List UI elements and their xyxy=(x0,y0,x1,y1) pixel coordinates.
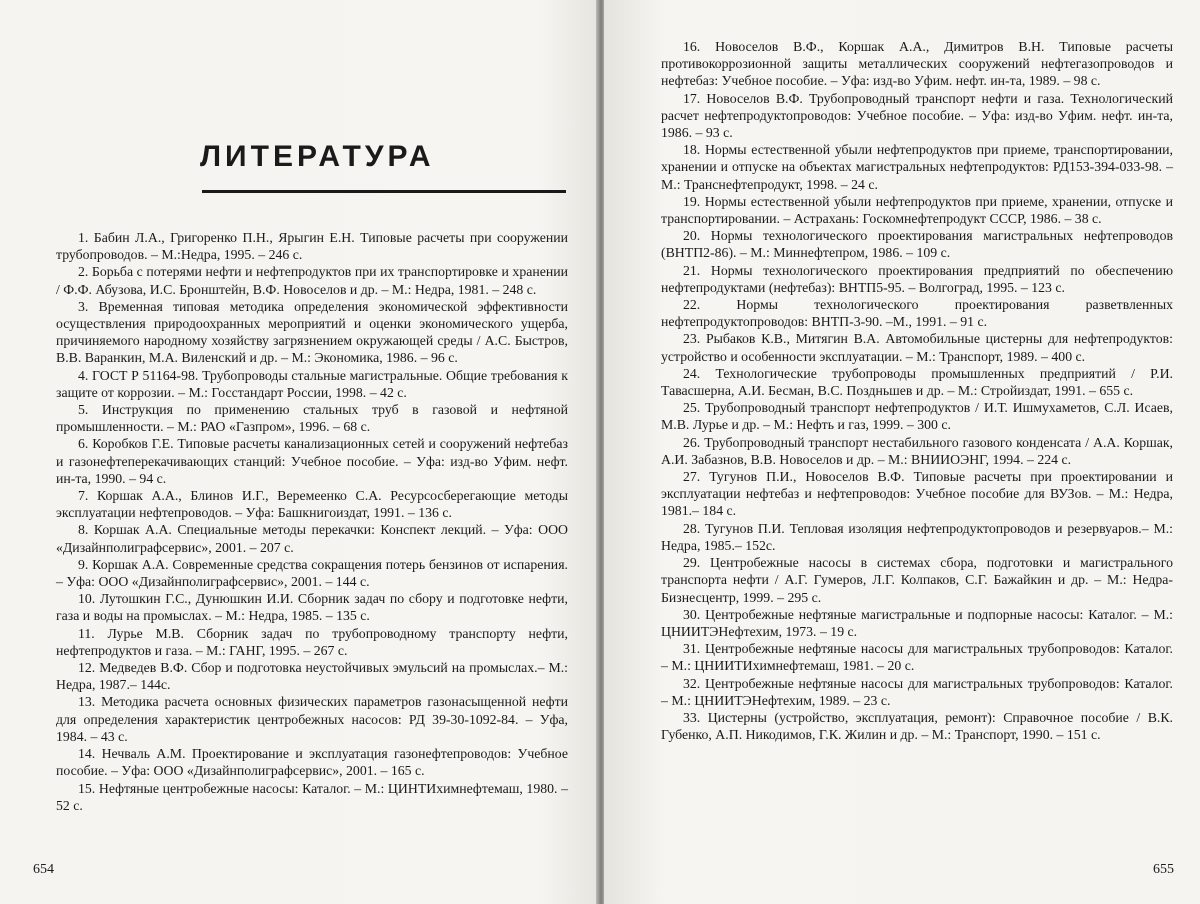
reference-item: 21. Нормы технологического проектирования предприятий по обеспечению нефтепродуктами (нефтебаз): ВНТП5-95. – Волгоград, 1995. – 123 с. xyxy=(661,262,1173,295)
reference-item: 6. Коробков Г.Е. Типовые расчеты канализационных сетей и сооружений нефтебаз и газонефтеперекачивающих станций: Учебное пособие. – Уфа: изд-во Уфим. нефт. ин-та, 1990. – 94 с. xyxy=(56,436,568,486)
reference-item: 23. Рыбаков К.В., Митягин В.А. Автомобильные цистерны для нефтепродуктов: устройство и особенности эксплуатации. – М.: Транспорт, 1989. – 400 с. xyxy=(661,331,1173,364)
left-page xyxy=(0,0,598,904)
reference-item: 11. Лурье М.В. Сборник задач по трубопроводному транспорту нефти, нефтепродуктов и газа. – М.: ГАНГ, 1995. – 267 с. xyxy=(56,625,568,658)
reference-item: 19. Нормы естественной убыли нефтепродуктов при приеме, хранении, отпуске и транспортировании. – Астрахань: Госкомнефтепродукт СССР, 1986. – 38 с. xyxy=(661,193,1173,227)
reference-list-left xyxy=(56,229,568,814)
reference-item: 13. Методика расчета основных физических параметров газонасыщенной нефти для определения характеристик центробежных насосов: РД 39-30-1092-84. – Уфа, 1984. – 43 с. xyxy=(56,694,568,744)
right-page xyxy=(604,0,1200,904)
reference-item: 7. Коршак А.А., Блинов И.Г., Веремеенко С.А. Ресурсосберегающие методы эксплуатации нефтепроводов. – Уфа: Башкнигоиздат, 1991. – 136 с. xyxy=(56,488,568,521)
reference-item: 32. Центробежные нефтяные насосы для магистральных трубопроводов: Каталог. – М.: ЦНИИТЭНефтехим, 1989. – 23 с. xyxy=(661,675,1173,708)
reference-item: 25. Трубопроводный транспорт нефтепродуктов / И.Т. Ишмухаметов, С.Л. Исаев, М.В. Лурье и др. – М.: Нефть и газ, 1999. – 300 с. xyxy=(661,400,1173,433)
title-rule xyxy=(202,190,566,193)
reference-item: 10. Лутошкин Г.С., Дунюшкин И.И. Сборник задач по сбору и подготовке нефти, газа и воды на промыслах. – М.: Недра, 1985. – 135 с. xyxy=(56,591,568,624)
reference-item: 5. Инструкция по применению стальных труб в газовой и нефтяной промышленности. – М.: РАО «Газпром», 1996. – 68 с. xyxy=(56,402,568,435)
reference-item: 22. Нормы технологического проектирования разветвленных нефтепродуктопроводов: ВНТП-3-90. –М., 1991. – 91 с. xyxy=(661,297,1173,330)
reference-item: 14. Нечваль А.М. Проектирование и эксплуатация газонефтепроводов: Учебное пособие. – Уфа: ООО «Дизайнполиграфсервис», 2001. – 165 с. xyxy=(56,746,568,779)
reference-item: 2. Борьба с потерями нефти и нефтепродуктов при их транспортировке и хранении / Ф.Ф. Абузова, И.С. Бронштейн, В.Ф. Новоселов и др. – М.: Недра, 1981. – 248 с. xyxy=(56,264,568,297)
reference-item: 8. Коршак А.А. Специальные методы перекачки: Конспект лекций. – Уфа: ООО «Дизайнполиграфсервис», 2001. – 207 с. xyxy=(56,522,568,555)
reference-item: 4. ГОСТ Р 51164-98. Трубопроводы стальные магистральные. Общие требования к защите от коррозии. – М.: Госстандарт России, 1998. – 42 с. xyxy=(56,367,568,400)
reference-item: 3. Временная типовая методика определения экономической эффективности осуществления природоохранных мероприятий и оценки экономического ущерба, причиняемого народному хозяйству загрязнением окружающей среды / А.С. Быстров, В.В. Варанкин, М.А. Виленский и др. – М.: Экономика, 1986. – 96 с. xyxy=(56,298,568,366)
page-number-right: 655 xyxy=(1153,862,1174,877)
reference-item: 18. Нормы естественной убыли нефтепродуктов при приеме, транспортировании, хранении и отпуске на объектах магистральных нефтепродуктов: РД153-394-033-98. – М.: Транснефтепродукт, 1998. – 24 с. xyxy=(661,142,1173,192)
reference-item: 26. Трубопроводный транспорт нестабильного газового конденсата / А.А. Коршак, А.И. Забазнов, В.В. Новоселов и др. – М.: ВНИИОЭНГ, 1994. – 224 с. xyxy=(661,434,1173,467)
reference-item: 15. Нефтяные центробежные насосы: Каталог. – М.: ЦИНТИхимнефтемаш, 1980. – 52 с. xyxy=(56,780,568,813)
reference-item: 31. Центробежные нефтяные насосы для магистральных трубопроводов: Каталог. – М.: ЦНИИТИхимнефтемаш, 1981. – 20 с. xyxy=(661,641,1173,674)
reference-item: 33. Цистерны (устройство, эксплуатация, ремонт): Справочное пособие / В.К. Губенко, А.П. Никодимов, Г.К. Жилин и др. – М.: Транспорт, 1990. – 151 с. xyxy=(661,709,1173,743)
reference-item: 28. Тугунов П.И. Тепловая изоляция нефтепродуктопроводов и резервуаров.– М.: Недра, 1985.– 152с. xyxy=(661,520,1173,553)
reference-item: 27. Тугунов П.И., Новоселов В.Ф. Типовые расчеты при проектировании и эксплуатации нефтебаз и нефтепроводов: Учебное пособие для ВУЗов. – М.: Недра, 1981.– 184 с. xyxy=(661,469,1173,519)
reference-list-right xyxy=(661,38,1173,743)
reference-item: 20. Нормы технологического проектирования магистральных нефтепроводов (ВНТП2-86). – М.: Миннефтепром, 1986. – 109 с. xyxy=(661,228,1173,261)
page-number-left: 654 xyxy=(33,862,54,877)
reference-item: 30. Центробежные нефтяные магистральные и подпорные насосы: Каталог. – М.: ЦНИИТЭНефтехим, 1973. – 19 с. xyxy=(661,606,1173,639)
reference-item: 16. Новоселов В.Ф., Коршак А.А., Димитров В.Н. Типовые расчеты противокоррозионной защиты металлических сооружений нефтегазопроводов и нефтебаз: Учебное пособие. – Уфа: изд-во Уфим. нефт. ин-та, 1989. – 98 с. xyxy=(661,39,1173,89)
reference-item: 12. Медведев В.Ф. Сбор и подготовка неустойчивых эмульсий на промыслах.– М.: Недра, 1987.– 144с. xyxy=(56,660,568,693)
reference-item: 17. Новоселов В.Ф. Трубопроводный транспорт нефти и газа. Технологический расчет нефтепродуктопроводов: Учебное пособие. – Уфа: изд-во Уфим. нефт. ин-та, 1986. – 93 с. xyxy=(661,90,1173,141)
page-title: ЛИТЕРАТУРА xyxy=(200,140,435,173)
reference-item: 1. Бабин Л.А., Григоренко П.Н., Ярыгин Е.Н. Типовые расчеты при сооружении трубопроводов. – М.:Недра, 1995. – 246 с. xyxy=(56,230,568,263)
reference-item: 9. Коршак А.А. Современные средства сокращения потерь бензинов от испарения. – Уфа: ООО «Дизайнполиграфсервис», 2001. – 144 с. xyxy=(56,556,568,590)
reference-item: 29. Центробежные насосы в системах сбора, подготовки и магистрального транспорта нефти / А.Г. Гумеров, Л.Г. Колпаков, С.Г. Бажайкин и др. – М.: Недра-Бизнесцентр, 1999. – 295 с. xyxy=(661,555,1173,605)
reference-item: 24. Технологические трубопроводы промышленных предприятий / Р.И. Тавасшерна, А.И. Бесман, В.С. Поздньшев и др. – М.: Стройиздат, 1991. – 655 с. xyxy=(661,365,1173,399)
